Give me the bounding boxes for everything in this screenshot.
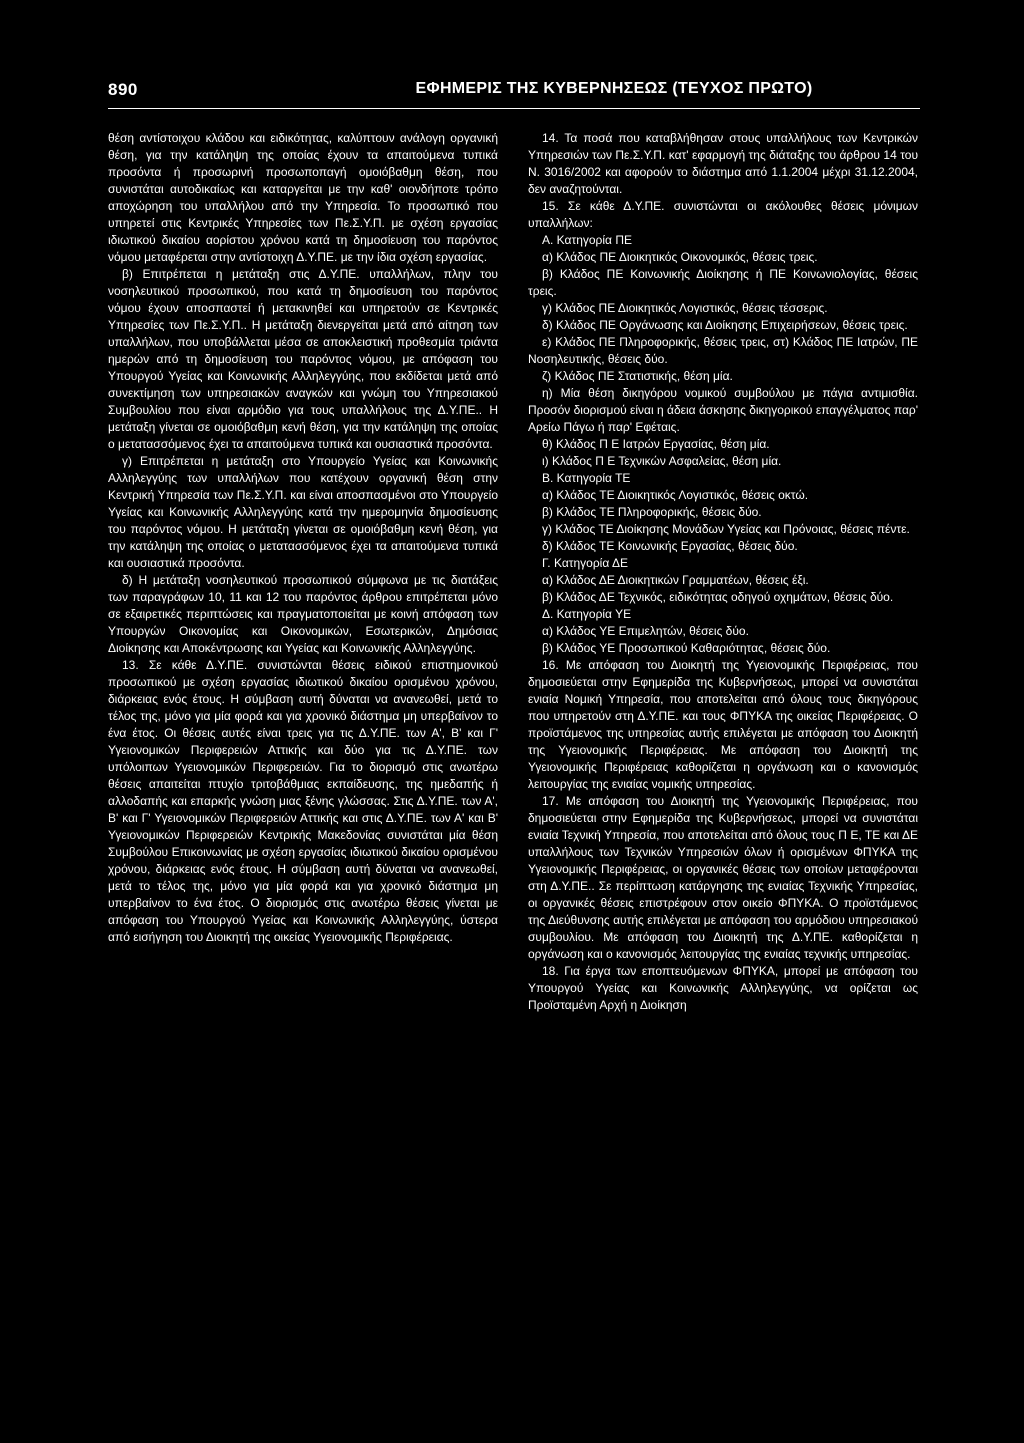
right-column xyxy=(528,130,918,1014)
category-heading: Β. Κατηγορία ΤΕ xyxy=(542,471,631,485)
list-item: β) Κλάδος ΥΕ Προσωπικού Καθαριότητας, θέσεις δύο. xyxy=(542,641,831,655)
paragraph: γ) Επιτρέπεται η μετάταξη στο Υπουργείο Υγείας και Κοινωνικής Αλληλεγγύης των υπαλλήλων που κατέχουν οργανική θέση στην Κεντρική Υπηρεσία των Πε.Σ.Υ.Π. και είναι αποσπασμένοι στο Υπουργείο Υγείας και Κοινωνικής Αλληλεγγύης κατά την ημερομηνία δημοσίευσης του παρόντος νόμου. Η μετάταξη γίνεται σε ομοιόβαθμη κενή θέση, για την κατάληψη της οποίας ο μετατασσόμενος έχει τα απαιτούμενα τυπικά και ουσιαστικά προσόντα. xyxy=(108,454,498,570)
paragraph: 16. Με απόφαση του Διοικητή της Υγειονομικής Περιφέρειας, που δημοσιεύεται στην Εφημερίδα της Κυβερνήσεως, μπορεί να συνιστάται ενιαία Νομική Υπηρεσία, που αποτελείται από όλους τους δικηγόρους που υπηρετούν στη Δ.Υ.ΠΕ. και τους ΦΠΥΚΑ της οικείας Περιφέρειας. Ο προϊστάμενος της υπηρεσίας αυτής επιλέγεται με απόφαση του Διοικητή της Υγειονομικής Περιφέρειας. Με απόφαση του Διοικητή της Υγειονομικής Περιφέρειας καθορίζεται η οργάνωση και ο κανονισμός λειτουργίας της ενιαίας νομικής υπηρεσίας. xyxy=(528,658,918,791)
list-item: α) Κλάδος ΤΕ Διοικητικός Λογιστικός, θέσεις οκτώ. xyxy=(542,488,809,502)
list-item: β) Κλάδος ΠΕ Κοινωνικής Διοίκησης ή ΠΕ Κοινωνιολογίας, θέσεις τρεις. xyxy=(528,267,918,298)
list-item: α) Κλάδος ΠΕ Διοικητικός Οικονομικός, θέσεις τρεις. xyxy=(542,250,818,264)
list-item: ι) Κλάδος Π Ε Τεχνικών Ασφαλείας, θέση μία. xyxy=(542,454,782,468)
page-number: 890 xyxy=(108,80,138,99)
list-item: γ) Κλάδος ΤΕ Διοίκησης Μονάδων Υγείας και Πρόνοιας, θέσεις πέντε. xyxy=(542,522,910,536)
category-heading: Α. Κατηγορία ΠΕ xyxy=(542,233,632,247)
paragraph: 17. Με απόφαση του Διοικητή της Υγειονομικής Περιφέρειας, που δημοσιεύεται στην Εφημερίδα της Κυβερνήσεως, μπορεί να συνιστάται ενιαία Τεχνική Υπηρεσία, που αποτελείται από όλους τους Π Ε, ΤΕ και ΔΕ υπαλλήλους των Τεχνικών Υπηρεσιών όλων ή ορισμένων ΦΠΥΚΑ της Υγειονομικής Περιφέρειας, οι οργανικές θέσεις των οποίων μεταφέρονται στη Δ.Υ.ΠΕ.. Σε περίπτωση κατάργησης της ενιαίας Τεχνικής Υπηρεσίας, οι οργανικές θέσεις επιστρέφουν στον οικείο ΦΠΥΚΑ. Ο προϊστάμενος της Διεύθυνσης αυτής επιλέγεται με απόφαση του αρμόδιου υπηρεσιακού συμβουλίου. Με απόφαση του Διοικητή της Δ.Υ.ΠΕ. καθορίζεται η οργάνωση και ο κανονισμός λειτουργίας της ενιαίας τεχνικής υπηρεσίας. xyxy=(528,794,918,961)
list-item: η) Μία θέση δικηγόρου νομικού συμβούλου με πάγια αντιμισθία. Προσόν διορισμού είναι η άδεια άσκησης δικηγορικού επαγγέλματος παρ' Αρείω Πάγω ή παρ' Εφέταις. xyxy=(528,386,918,434)
list-item: δ) Κλάδος ΠΕ Οργάνωσης και Διοίκησης Επιχειρήσεων, θέσεις τρεις. xyxy=(542,318,908,332)
page-header xyxy=(108,80,920,109)
list-item: β) Κλάδος ΤΕ Πληροφορικής, θέσεις δύο. xyxy=(542,505,762,519)
list-item: α) Κλάδος ΔΕ Διοικητικών Γραμματέων, θέσεις έξι. xyxy=(542,573,809,587)
journal-title: ΕΦΗΜΕΡΙΣ ΤΗΣ ΚΥΒΕΡΝΗΣΕΩΣ (ΤΕΥΧΟΣ ΠΡΩΤΟ) xyxy=(415,80,813,97)
list-item: ε) Κλάδος ΠΕ Πληροφορικής, θέσεις τρεις, στ) Κλάδος ΠΕ Ιατρών, ΠΕ Νοσηλευτικής, θέσεις δύο. xyxy=(528,335,918,366)
category-heading: Γ. Κατηγορία ΔΕ xyxy=(542,556,628,570)
paragraph: 14. Τα ποσά που καταβλήθησαν στους υπαλλήλους των Κεντρικών Υπηρεσιών των Πε.Σ.Υ.Π. κατ' εφαρμογή της διάταξης του άρθρου 14 του Ν. 3016/2002 και αφορούν το διάστημα από 1.1.2004 μέχρι 31.12.2004, δεν αναζητούνται. xyxy=(528,131,918,196)
list-item: δ) Κλάδος ΤΕ Κοινωνικής Εργασίας, θέσεις δύο. xyxy=(542,539,798,553)
list-item: ζ) Κλάδος ΠΕ Στατιστικής, θέση μία. xyxy=(542,369,733,383)
list-item: β) Κλάδος ΔΕ Τεχνικός, ειδικότητας οδηγού οχημάτων, θέσεις δύο. xyxy=(542,590,894,604)
paragraph: 13. Σε κάθε Δ.Υ.ΠΕ. συνιστώνται θέσεις ειδικού επιστημονικού προσωπικού με σχέση εργασίας ιδιωτικού δικαίου ορισμένου χρόνου, διάρκειας ενός έτους. Η σύμβαση αυτή δύναται να ανανεωθεί, μετά το τέλος της, μόνο για μία φορά και για χρονικό διάστημα μη υπερβαίνον το ένα έτος. Οι θέσεις αυτές είναι τρεις για τις Δ.Υ.ΠΕ. των Α', Β' και Γ' Υγειονομικών Περιφερειών Αττικής και δύο για τις Δ.Υ.ΠΕ. των υπόλοιπων Υγειονομικών Περιφερειών. Για το διορισμό στις ανωτέρω θέσεις απαιτείται πτυχίο τριτοβάθμιας εκπαίδευσης, της ημεδαπής ή αλλοδαπής και επαρκής γνώση μιας ξένης γλώσσας. Στις Δ.Υ.ΠΕ. των Α', Β' και Γ' Υγειονομικών Περιφερειών Αττικής και στις Δ.Υ.ΠΕ. των Α' και Β' Υγειονομικών Περιφερειών Κεντρικής Μακεδονίας συνιστάται μία θέση Συμβούλου Επικοινωνίας με σχέση εργασίας ιδιωτικού δικαίου ορισμένου χρόνου, διάρκειας ενός έτους. Η σύμβαση αυτή δύναται να ανανεωθεί, μετά το τέλος της, μόνο για μία φορά και για χρονικό διάστημα μη υπερβαίνον το ένα έτος. Ο διορισμός στις ανωτέρω θέσεις γίνεται με απόφαση του Υπουργού Υγείας και Κοινωνικής Αλληλεγγύης, ύστερα από εισήγηση του Διοικητή της οικείας Υγειονομικής Περιφέρειας. xyxy=(108,658,498,944)
list-item: θ) Κλάδος Π Ε Ιατρών Εργασίας, θέση μία. xyxy=(542,437,770,451)
category-heading: Δ. Κατηγορία ΥΕ xyxy=(542,607,632,621)
paragraph: θέση αντίστοιχου κλάδου και ειδικότητας, καλύπτουν ανάλογη οργανική θέση, για την κατάληψη της οποίας έχουν τα απαιτούμενα τυπικά προσόντα ή προσωρινή προσωποπαγή ομοιόβαθμη θέση, που συνιστάται αυτοδικαίως και καταργείται με την καθ' οιονδήποτε τρόπο αποχώρηση του υπαλλήλου από την Υπηρεσία. Το προσωπικό που υπηρετεί στις Κεντρικές Υπηρεσίες των Πε.Σ.Υ.Π. με σχέση εργασίας ιδιωτικού δικαίου αορίστου χρόνου κατά τη δημοσίευση του παρόντος νόμου μεταφέρεται στην αντίστοιχη Δ.Υ.ΠΕ. με την ίδια σχέση εργασίας. xyxy=(108,131,498,264)
list-item: α) Κλάδος ΥΕ Επιμελητών, θέσεις δύο. xyxy=(542,624,749,638)
left-column xyxy=(108,130,498,946)
paragraph: 15. Σε κάθε Δ.Υ.ΠΕ. συνιστώνται οι ακόλουθες θέσεις μόνιμων υπαλλήλων: xyxy=(528,199,918,230)
paragraph: δ) Η μετάταξη νοσηλευτικού προσωπικού σύμφωνα με τις διατάξεις των παραγράφων 10, 11 και 12 του παρόντος άρθρου επιτρέπεται μόνο σε εξαιρετικές περιπτώσεις και πραγματοποιείται με κοινή απόφαση των Υπουργών Οικονομίας και Οικονομικών, Εσωτερικών, Δημόσιας Διοίκησης και Αποκέντρωσης και Υγείας και Κοινωνικής Αλληλεγγύης. xyxy=(108,573,498,655)
paragraph: β) Επιτρέπεται η μετάταξη στις Δ.Υ.ΠΕ. υπαλλήλων, πλην του νοσηλευτικού προσωπικού, που κατά τη δημοσίευση του παρόντος νόμου έχουν αποσπαστεί ή μετακινηθεί και υπηρετούν σε Κεντρικές Υπηρεσίες των Πε.Σ.Υ.Π.. Η μετάταξη διενεργείται μετά από αίτηση των υπαλλήλων, που υποβάλλεται μέσα σε αποκλειστική προθεσμία τριάντα ημερών από τη δημοσίευση του παρόντος νόμου, με απόφαση του Υπουργού Υγείας και Κοινωνικής Αλληλεγγύης, που εκδίδεται μετά από συνεκτίμηση των υπηρεσιακών αναγκών και γνώμη του Υπηρεσιακού Συμβουλίου που είναι αρμόδιο για τους υπαλλήλους της Δ.Υ.ΠΕ.. Η μετάταξη γίνεται σε ομοιόβαθμη κενή θέση, για την κατάληψη της οποίας ο μετατασσόμενος έχει τα απαιτούμενα τυπικά και ουσιαστικά προσόντα. xyxy=(108,267,498,451)
paragraph: 18. Για έργα των εποπτευόμενων ΦΠΥΚΑ, μπορεί με απόφαση του Υπουργού Υγείας και Κοινωνικής Αλληλεγγύης, να ορίζεται ως Προϊσταμένη Αρχή η Διοίκηση xyxy=(528,964,918,1012)
list-item: γ) Κλάδος ΠΕ Διοικητικός Λογιστικός, θέσεις τέσσερις. xyxy=(542,301,828,315)
